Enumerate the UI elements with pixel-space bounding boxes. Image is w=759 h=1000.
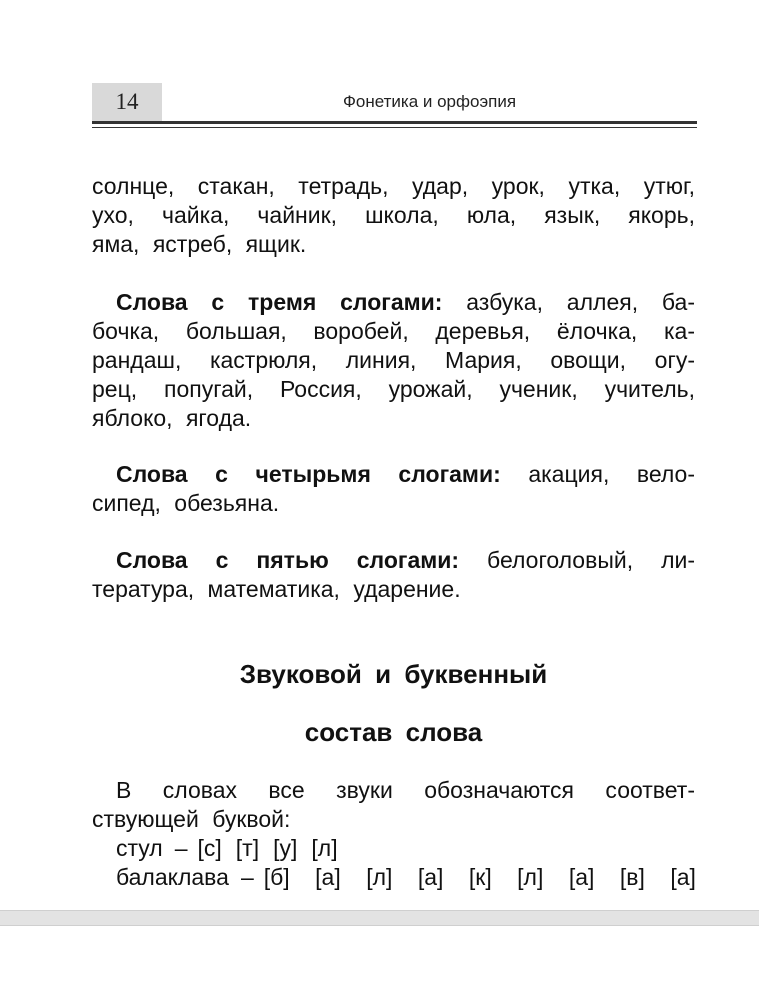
text-line: сипед, обезьяна.	[92, 490, 280, 516]
section-title: состав слова	[304, 717, 483, 747]
running-title: Фонетика и орфоэпия	[342, 92, 517, 111]
section-title: Звуковой и буквенный	[239, 659, 548, 689]
text-line	[92, 546, 695, 575]
sound-list	[264, 863, 696, 892]
paragraph-label: Слова с пятью слогами:	[116, 547, 460, 573]
text-line: бочка, большая, воробей, деревья, ёлочка, ка-	[92, 318, 695, 344]
sound-transcription: [а]	[670, 864, 696, 890]
sound-transcription: [в]	[619, 864, 645, 890]
sound-transcription: [к]	[468, 864, 492, 890]
sound-transcription: [л]	[366, 864, 393, 890]
text-line	[92, 460, 695, 489]
example-list	[116, 834, 696, 892]
text-line: рец, попугай, Россия, урожай, ученик, учитель,	[92, 376, 695, 402]
sound-list	[198, 834, 352, 863]
paragraph-label: Слова с четырьмя слогами:	[116, 461, 501, 487]
sound-transcription: [т]	[235, 835, 260, 861]
text-line	[92, 288, 695, 317]
example-dash: –	[174, 835, 188, 861]
header-rule-thin	[92, 127, 697, 128]
paragraph-three-syllables	[92, 288, 695, 433]
text-line: ствующей буквой:	[92, 806, 291, 832]
sound-transcription: [л]	[311, 835, 338, 861]
text-line: яблоко, ягода.	[92, 405, 252, 431]
paragraph-five-syllables	[92, 546, 695, 604]
example-row	[116, 863, 696, 892]
text-line: тература, математика, ударение.	[92, 576, 461, 602]
sound-transcription: [а]	[417, 864, 444, 890]
paragraph-label: Слова с тремя слогами:	[116, 289, 443, 315]
text-line: солнце, стакан, тетрадь, удар, урок, утка, утюг,	[92, 173, 695, 199]
sound-transcription: [л]	[517, 864, 544, 890]
paragraph-sounds-intro	[92, 776, 695, 834]
example-row	[116, 834, 696, 863]
text-fragment: акация, вело-	[528, 461, 695, 487]
example-dash: –	[240, 864, 254, 890]
sound-transcription: [а]	[315, 864, 341, 890]
text-line: яма, ястреб, ящик.	[92, 231, 307, 257]
text-line: В словах все звуки обозначаются соответ-	[116, 777, 695, 803]
text-line: ухо, чайка, чайник, школа, юла, язык, якорь,	[92, 202, 695, 228]
sound-transcription: [у]	[273, 835, 298, 861]
sound-transcription: [с]	[197, 835, 222, 861]
sound-transcription: [а]	[568, 864, 595, 890]
text-line: рандаш, кастрюля, линия, Мария, овощи, огу-	[92, 347, 695, 373]
text-fragment: азбука, аллея, ба-	[466, 289, 695, 315]
text-fragment: белоголовый, ли-	[487, 547, 696, 573]
page-number: 14	[115, 89, 139, 114]
page-bottom-band	[0, 910, 759, 926]
sound-transcription: [б]	[263, 864, 290, 890]
paragraph-words-list	[92, 172, 695, 259]
paragraph-four-syllables	[92, 460, 695, 518]
example-word: стул	[116, 835, 163, 861]
header-rule-thick	[92, 121, 697, 124]
example-word: балаклава	[116, 864, 229, 890]
